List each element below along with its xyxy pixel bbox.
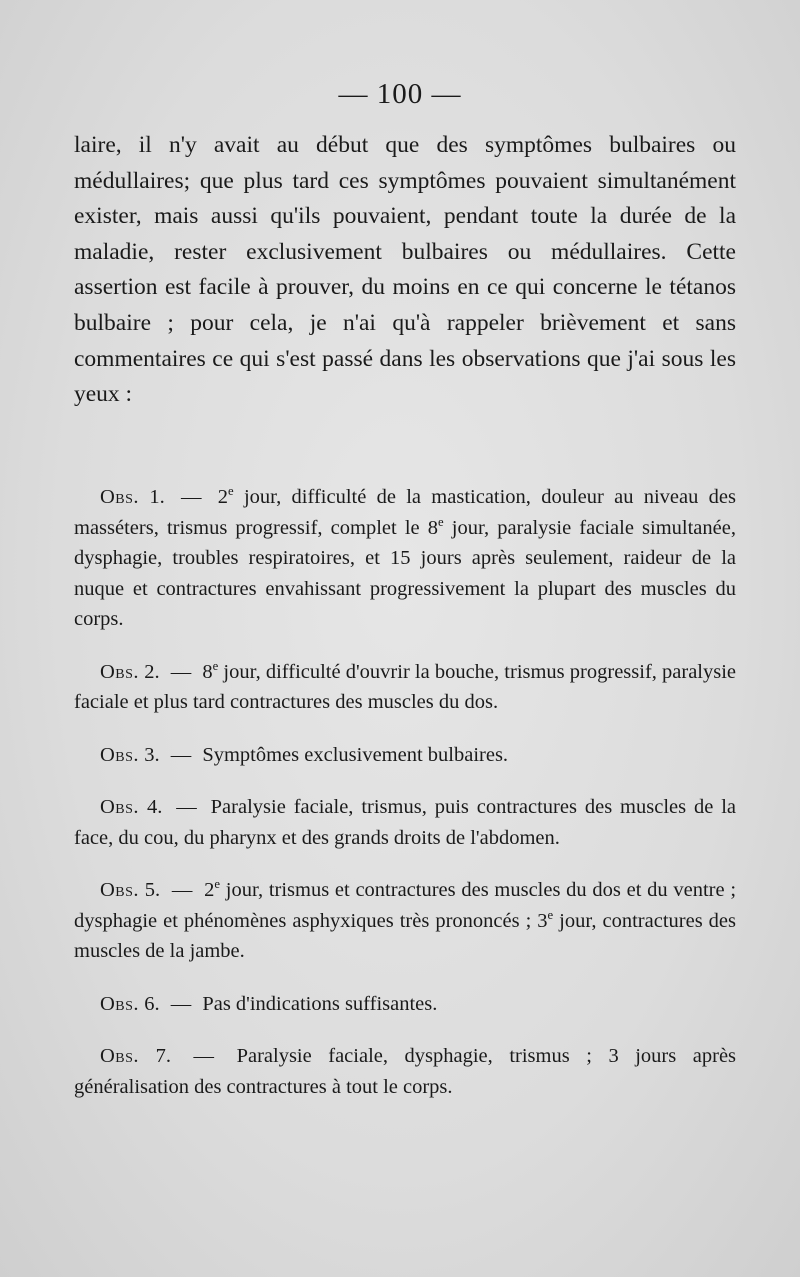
obs-dash: — [170, 992, 192, 1015]
observation-3 [74, 740, 736, 771]
lead-text: laire, il n'y avait au début que des symptômes bulbaires ou médullaires; que plus tard ces symptômes pouvaient simultanément exister, mais aussi qu'ils pouvaient, pendant toute la durée de la maladie, rester exclusivement bulbaires ou médullaires. Cette assertion est facile à prouver, du moins en ce qui concerne le tétanos bulbaire ; pour cela, je n'ai qu'à rappeler brièvement et sans commentaires ce qui s'est passé dans les observations que j'ai sous les yeux : [74, 132, 736, 408]
obs-dash: — [176, 796, 197, 818]
obs-day-sup: e [228, 484, 234, 499]
obs-day-number: 2 [204, 879, 215, 901]
obs-number: 6. [144, 992, 160, 1015]
obs-text-a: Paralysie faciale, trismus, puis contractures des muscles de la face, du cou, du pharynx et des grands droits de l'abdomen. [74, 796, 737, 849]
obs-number: 1. [149, 486, 165, 508]
obs-text-a: jour, difficulté de la mastication, douleur au niveau des masséters, trismus progressif, complet le 8 [74, 486, 736, 539]
obs-number: 3. [144, 743, 160, 766]
obs-label: Obs. [100, 796, 140, 818]
observation-4 [74, 792, 736, 853]
observations-list [74, 482, 736, 1124]
obs-dash: — [181, 486, 202, 508]
obs-number: 7. [155, 1045, 171, 1067]
obs-day-number: 8 [202, 660, 213, 683]
obs-day-number: 2 [217, 486, 229, 508]
observation-5 [74, 875, 736, 967]
obs-text-a: jour, difficulté d'ouvrir la bouche, trismus progressif, paralysie faciale et plus tard contractures des muscles du dos. [74, 660, 737, 713]
obs-number: 4. [146, 796, 163, 818]
obs-day-sup: e [212, 658, 219, 673]
obs-text-a: jour, trismus et contractures des muscles du dos et du ventre ; dysphagie et phénomènes asphyxiques très prononcés ; 3 [74, 879, 737, 932]
obs-dash: — [193, 1045, 215, 1067]
obs-label: Obs. [100, 992, 140, 1015]
observation-6 [74, 989, 736, 1020]
obs-text-a: Symptômes exclusivement bulbaires. [202, 743, 509, 766]
obs-label: Obs. [100, 743, 140, 766]
observation-7 [74, 1041, 736, 1102]
obs-dash: — [170, 660, 192, 683]
obs-number: 5. [144, 879, 161, 901]
observation-1 [74, 482, 736, 635]
obs-text-b: jour, paralysie faciale simultanée, dysphagie, troubles respiratoires, et 15 jours après seulement, raideur de la nuque et contractures envahissant progressivement la plupart des muscles du corps. [74, 516, 736, 630]
obs-dash: — [171, 879, 193, 901]
lead-paragraph [74, 128, 736, 413]
obs-label: Obs. [100, 660, 140, 683]
obs-text-a: Pas d'indications suffisantes. [202, 992, 438, 1015]
obs-sup-b: e [547, 907, 554, 922]
observation-2 [74, 657, 736, 718]
obs-label: Obs. [100, 1045, 140, 1067]
obs-day-sup: e [214, 877, 221, 892]
obs-label: Obs. [100, 486, 140, 508]
obs-number: 2. [144, 660, 160, 683]
page-number: — 100 — [338, 78, 462, 110]
obs-text-b: jour, contractures des muscles de la jambe. [74, 909, 736, 962]
obs-dash: — [170, 743, 192, 766]
obs-label: Obs. [100, 879, 140, 901]
obs-text-a: Paralysie faciale, dysphagie, trismus ; 3 jours après généralisation des contractures à tout le corps. [74, 1045, 737, 1098]
obs-sup-b: e [437, 514, 444, 529]
